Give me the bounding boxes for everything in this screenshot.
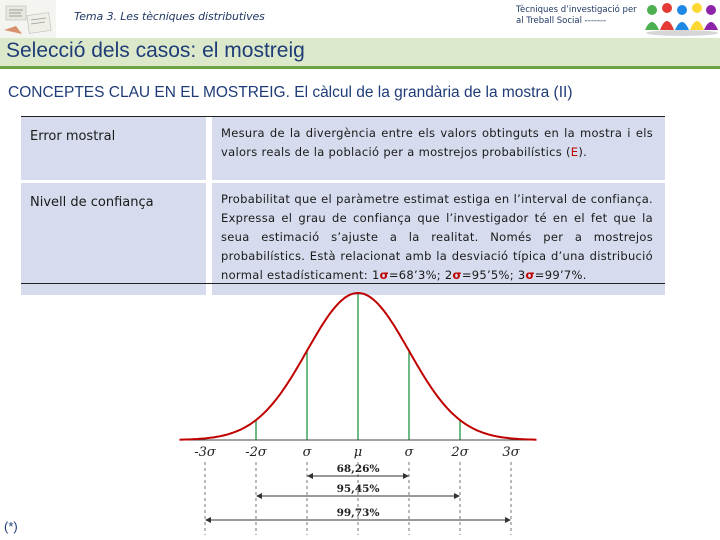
axis-tick-label: -2σ [245, 445, 267, 460]
axis-tick-label: σ [302, 445, 312, 460]
definition-end: =99’7%. [534, 268, 587, 282]
course-title: Tema 3. Les tècniques distributives [74, 10, 265, 23]
arrow-head-right [505, 517, 511, 523]
term-error-mostral: Error mostral [21, 117, 209, 182]
axis-tick-label: μ [353, 445, 363, 460]
people-group-icon [642, 0, 720, 38]
sigma-symbol: σ [379, 268, 389, 282]
definition-text: Mesura de la divergència entre els valors obtinguts en la mostra i els valors reals de la població per a mostrejos probabilístics ( [221, 126, 653, 159]
section-subtitle: CONCEPTES CLAU EN EL MOSTREIG. El càlcul de la grandària de la mostra (II) [8, 84, 573, 101]
concepts-table [21, 117, 665, 295]
definition-error-mostral [209, 117, 665, 182]
title-bar [0, 38, 720, 69]
interval-label: 68,26% [336, 463, 380, 475]
term-nivell-confianca: Nivell de confiança [21, 182, 209, 296]
interval-label: 99,73% [336, 507, 380, 519]
axis-tick-label: σ [404, 445, 414, 460]
definition-text: =95’5%; 3 [461, 268, 526, 282]
definition-end: ). [578, 145, 588, 159]
table-bottom-rule [21, 283, 665, 284]
course-logo-icon [0, 0, 56, 38]
definition-text: Probabilitat que el paràmetre estimat estiga en l’interval de confiança. Expressa el grau de confiança que l’investigador té en el fet que la seua estimació s’ajuste a la realitat. Només per a mostrejos probabilístics. Està relacionat amb la desviació típica d’una distribució normal estadísticament: 1 [221, 192, 653, 282]
arrow-head-right [454, 493, 460, 499]
error-symbol: E [570, 145, 579, 159]
axis-tick-label: 3σ [502, 445, 520, 460]
axis-tick-label: -3σ [194, 445, 216, 460]
definition-nivell-confianca [209, 182, 665, 296]
definition-text: =68’3%; 2 [388, 268, 453, 282]
sigma-symbol: σ [525, 268, 535, 282]
subject-line-2: al Treball Social ------- [516, 16, 607, 26]
normal-distribution-chart [178, 285, 538, 537]
sigma-symbol: σ [452, 268, 462, 282]
table-row [21, 182, 665, 296]
footnote: (*) [4, 519, 18, 534]
page-title: Selecció dels casos: el mostreig [6, 39, 305, 62]
subject-line-1: Tècniques d’investigació per [516, 5, 637, 15]
arrow-head-left [307, 473, 313, 479]
arrow-head-right [403, 473, 409, 479]
header [0, 0, 720, 38]
arrow-head-left [256, 493, 262, 499]
arrow-head-left [205, 517, 211, 523]
interval-label: 95,45% [336, 483, 380, 495]
subject-name [516, 5, 646, 27]
table-row [21, 117, 665, 182]
axis-tick-label: 2σ [451, 445, 469, 460]
